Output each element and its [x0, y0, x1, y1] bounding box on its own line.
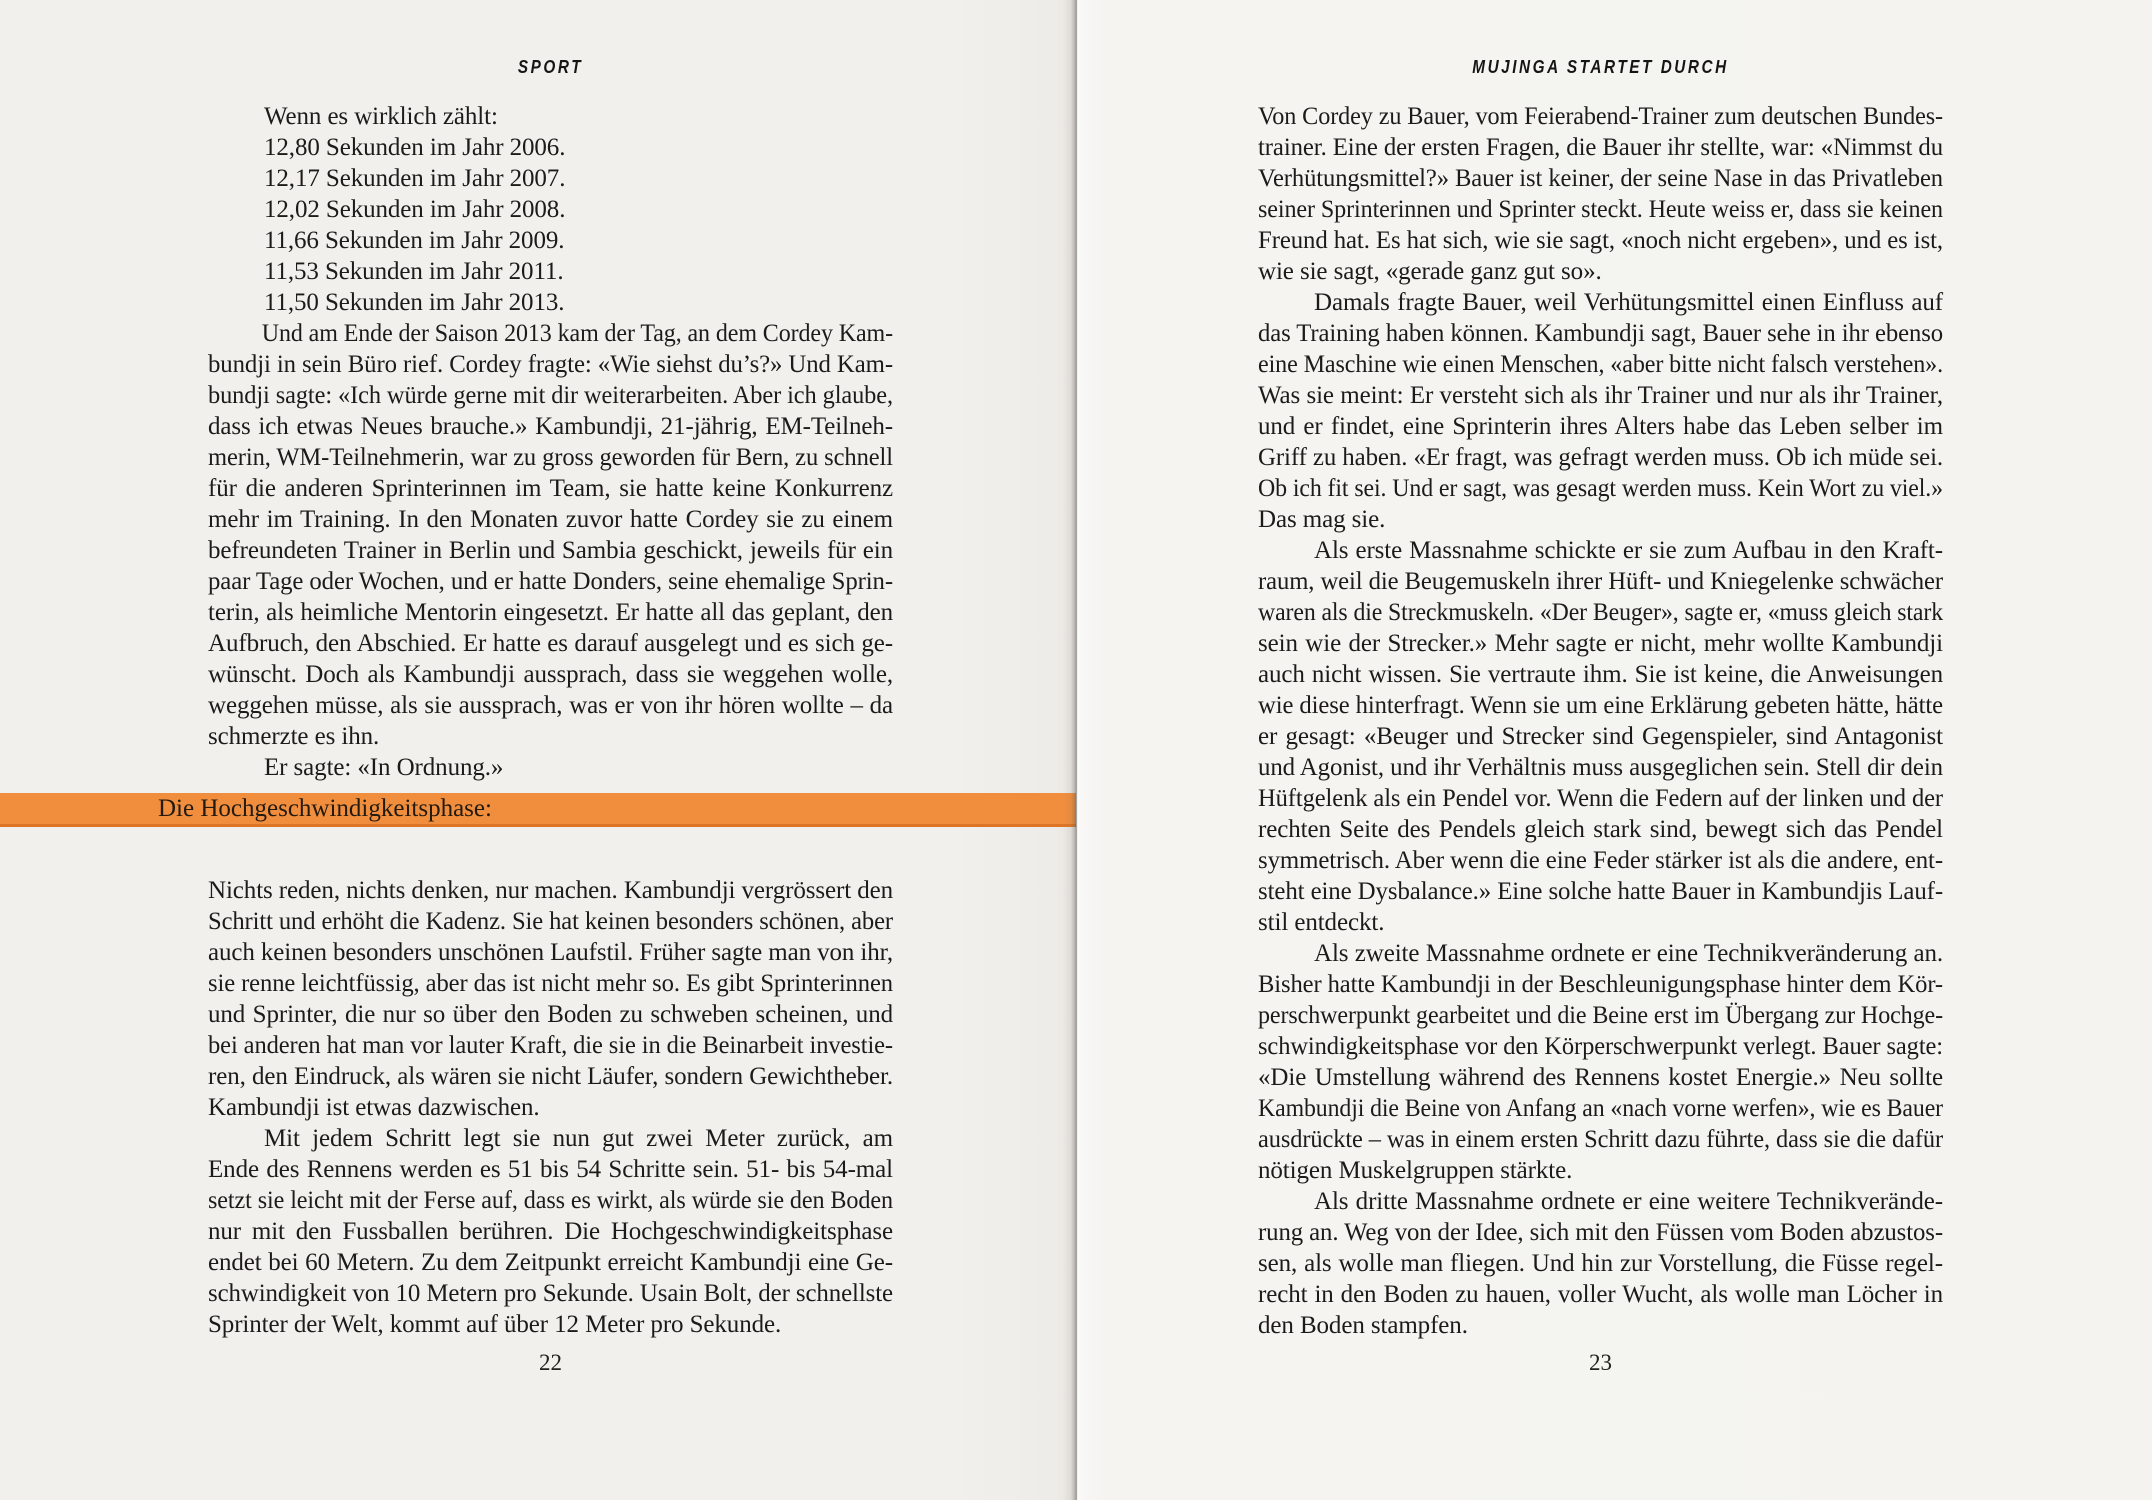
text-line: endet bei 60 Metern. Zu dem Zeitpunkt erreicht Kambundji eine Ge-: [208, 1249, 893, 1276]
paragraph: [208, 318, 893, 752]
text-line: seiner Sprinterinnen und Sprinter steckt. Heute weiss er, dass sie keinen: [1258, 196, 1943, 223]
paragraph: [208, 875, 893, 1123]
text-line: Verhütungsmittel?» Bauer ist keiner, der seine Nase in das Privatleben: [1258, 165, 1943, 192]
text-column-right: [1258, 101, 1943, 1341]
running-head-left: SPORT: [517, 57, 584, 77]
text-line: 11,53 Sekunden im Jahr 2011.: [264, 258, 564, 285]
paragraph: [208, 752, 893, 783]
text-line: eine Maschine wie einen Menschen, «aber bitte nicht falsch verstehen».: [1258, 351, 1943, 378]
text-line: Als zweite Massnahme ordnete er eine Technikveränderung an.: [1314, 940, 1943, 967]
text-line: Mit jedem Schritt legt sie nun gut zwei Meter zurück, am: [264, 1125, 893, 1152]
text-line: weggehen müsse, als sie aussprach, was er von ihr hören wollte – da: [208, 692, 893, 719]
text-line: Sprinter der Welt, kommt auf über 12 Meter pro Sekunde.: [208, 1311, 782, 1338]
text-line: wie diese hinterfragt. Wenn sie um eine Erklärung gebeten hätte, hätte: [1258, 692, 1943, 719]
text-line: das Training haben können. Kambundji sagt, Bauer sehe in ihr ebenso: [1258, 320, 1943, 347]
text-line: Als erste Massnahme schickte er sie zum Aufbau in den Kraft-: [1314, 537, 1943, 564]
text-line: terin, als heimliche Mentorin eingesetzt. Er hatte all das geplant, den: [208, 599, 893, 626]
text-line: Wenn es wirklich zählt:: [264, 103, 498, 130]
text-line: Als dritte Massnahme ordnete er eine weitere Technikverände-: [1314, 1188, 1943, 1215]
text-line: bundji in sein Büro rief. Cordey fragte: «Wie siehst du’s?» Und Kam-: [208, 351, 893, 378]
text-line: und Sprinter, die nur so über den Boden zu schweben scheinen, und: [208, 1001, 893, 1028]
text-line: bundji sagte: «Ich würde gerne mit dir weiterarbeiten. Aber ich glaube,: [208, 382, 893, 409]
text-column-left-upper: [208, 101, 893, 783]
text-line: nötigen Muskelgruppen stärkte.: [1258, 1157, 1573, 1184]
paragraph: [1258, 535, 1943, 938]
text-line: perschwerpunkt gearbeitet und die Beine erst im Übergang zur Hochge-: [1258, 1002, 1943, 1029]
text-line: ren, den Eindruck, als wären sie nicht Läufer, sondern Gewichtheber.: [208, 1063, 893, 1090]
paragraph: [1258, 938, 1943, 1186]
text-line: 11,50 Sekunden im Jahr 2013.: [264, 289, 565, 316]
text-line: den Boden stampfen.: [1258, 1312, 1468, 1339]
text-line: Bisher hatte Kambundji in der Beschleunigungsphase hinter dem Kör-: [1258, 971, 1943, 998]
text-line: er gesagt: «Beuger und Strecker sind Gegenspieler, sind Antagonist: [1258, 723, 1943, 750]
paragraph: [1258, 101, 1943, 287]
text-line: Von Cordey zu Bauer, vom Feierabend-Trainer zum deutschen Bundes-: [1258, 103, 1943, 130]
text-line: auch nicht wissen. Sie vertraute ihm. Sie ist keine, die Anweisungen: [1258, 661, 1943, 688]
text-line: 12,17 Sekunden im Jahr 2007.: [264, 165, 566, 192]
text-line: und er findet, eine Sprinterin ihres Alters habe das Leben selber im: [1258, 413, 1943, 440]
text-line: befreundeten Trainer in Berlin und Sambia geschickt, jeweils für ein: [208, 537, 893, 564]
text-line: Er sagte: «In Ordnung.»: [264, 754, 504, 781]
opening-lines-block: [208, 101, 893, 318]
text-line: Was sie meint: Er versteht sich als ihr Trainer und nur als ihr Trainer,: [1258, 382, 1943, 409]
page-number-left: 22: [539, 1350, 562, 1375]
text-line: 12,02 Sekunden im Jahr 2008.: [264, 196, 566, 223]
text-line: für die anderen Sprinterinnen im Team, sie hatte keine Konkurrenz: [208, 475, 893, 502]
text-line: recht in den Boden zu hauen, voller Wucht, als wolle man Löcher in: [1258, 1281, 1943, 1308]
text-line: Kambundji die Beine von Anfang an «nach vorne werfen», wie es Bauer: [1258, 1095, 1943, 1122]
paragraph: [1258, 1186, 1943, 1341]
text-line: ausdrückte – was in einem ersten Schritt dazu führte, dass sie die dafür: [1258, 1126, 1943, 1153]
text-line: Das mag sie.: [1258, 506, 1386, 533]
text-line: 12,80 Sekunden im Jahr 2006.: [264, 134, 566, 161]
paragraph: [1258, 287, 1943, 535]
page-right: [1076, 0, 2152, 1500]
text-line: Ende des Rennens werden es 51 bis 54 Schritte sein. 51- bis 54-mal: [208, 1156, 893, 1183]
text-line: Kambundji ist etwas dazwischen.: [208, 1094, 540, 1121]
text-line: schwindigkeit von 10 Metern pro Sekunde. Usain Bolt, der schnellste: [208, 1280, 893, 1307]
text-line: schmerzte es ihn.: [208, 723, 380, 750]
text-line: Schritt und erhöht die Kadenz. Sie hat keinen besonders schönen, aber: [208, 908, 893, 935]
highlight-bar-label: Die Hochgeschwindigkeitsphase:: [158, 795, 492, 822]
running-head-right: MUJINGA STARTET DURCH: [1472, 57, 1729, 77]
paragraph: [208, 1123, 893, 1340]
text-line: Nichts reden, nichts denken, nur machen. Kambundji vergrössert den: [208, 877, 893, 904]
text-line: Hüftgelenk als ein Pendel vor. Wenn die Federn auf der linken und der: [1258, 785, 1943, 812]
text-line: raum, weil die Beugemuskeln ihrer Hüft- und Kniegelenke schwächer: [1258, 568, 1943, 595]
text-line: dass ich etwas Neues brauche.» Kambundji, 21-jährig, EM-Teilneh-: [208, 413, 893, 440]
text-line: symmetrisch. Aber wenn die eine Feder stärker ist als die andere, ent-: [1258, 847, 1943, 874]
text-line: sie renne leichtfüssig, aber das ist nicht mehr so. Es gibt Sprinterinnen: [208, 970, 893, 997]
text-line: Damals fragte Bauer, weil Verhütungsmittel einen Einfluss auf: [1314, 289, 1943, 316]
text-line: Und am Ende der Saison 2013 kam der Tag, an dem Cordey Kam-: [261, 320, 894, 347]
text-line: Ob ich fit sei. Und er sagt, was gesagt werden muss. Kein Wort zu viel.»: [1258, 475, 1943, 502]
text-column-left-lower: [208, 875, 893, 1340]
text-line: sein wie der Strecker.» Mehr sagte er nicht, mehr wollte Kambundji: [1258, 630, 1943, 657]
text-line: «Die Umstellung während des Rennens kostet Energie.» Neu sollte: [1258, 1064, 1943, 1091]
text-line: schwindigkeitsphase vor den Körperschwerpunkt verlegt. Bauer sagte:: [1258, 1033, 1943, 1060]
text-line: Freund hat. Es hat sich, wie sie sagt, «noch nicht ergeben», und es ist,: [1258, 227, 1943, 254]
text-line: nur mit den Fussballen berühren. Die Hochgeschwindigkeitsphase: [208, 1218, 893, 1245]
text-line: sen, als wolle man fliegen. Und hin zur Vorstellung, die Füsse regel-: [1258, 1250, 1943, 1277]
text-line: rechten Seite des Pendels gleich stark sind, bewegt sich das Pendel: [1258, 816, 1943, 843]
highlight-bar: [0, 793, 1076, 827]
text-line: wünscht. Doch als Kambundji aussprach, dass sie weggehen wolle,: [208, 661, 893, 688]
text-line: 11,66 Sekunden im Jahr 2009.: [264, 227, 565, 254]
text-line: mehr im Training. In den Monaten zuvor hatte Cordey sie zu einem: [208, 506, 893, 533]
text-line: wie sie sagt, «gerade ganz gut so».: [1258, 258, 1602, 285]
page-number-right: 23: [1589, 1350, 1612, 1375]
text-line: steht eine Dysbalance.» Eine solche hatte Bauer in Kambundjis Lauf-: [1258, 878, 1943, 905]
text-line: Aufbruch, den Abschied. Er hatte es darauf ausgelegt und es sich ge-: [208, 630, 893, 657]
text-line: bei anderen hat man vor lauter Kraft, die sie in die Beinarbeit investie-: [208, 1032, 893, 1059]
text-line: waren als die Streckmuskeln. «Der Beuger», sagte er, «muss gleich stark: [1258, 599, 1943, 626]
text-line: setzt sie leicht mit der Ferse auf, dass es wirkt, als würde sie den Boden: [208, 1187, 893, 1214]
text-line: Griff zu haben. «Er fragt, was gefragt werden muss. Ob ich müde sei.: [1258, 444, 1943, 471]
text-line: auch keinen besonders unschönen Laufstil. Früher sagte man von ihr,: [208, 939, 893, 966]
text-line: stil entdeckt.: [1258, 909, 1385, 936]
text-line: und Agonist, und ihr Verhältnis muss ausgeglichen sein. Stell dir dein: [1258, 754, 1943, 781]
text-line: trainer. Eine der ersten Fragen, die Bauer ihr stellte, war: «Nimmst du: [1258, 134, 1943, 161]
text-line: rung an. Weg von der Idee, sich mit den Füssen vom Boden abzustos-: [1258, 1219, 1943, 1246]
text-line: paar Tage oder Wochen, und er hatte Donders, seine ehemalige Sprin-: [208, 568, 893, 595]
text-line: merin, WM-Teilnehmerin, war zu gross geworden für Bern, zu schnell: [208, 444, 893, 471]
